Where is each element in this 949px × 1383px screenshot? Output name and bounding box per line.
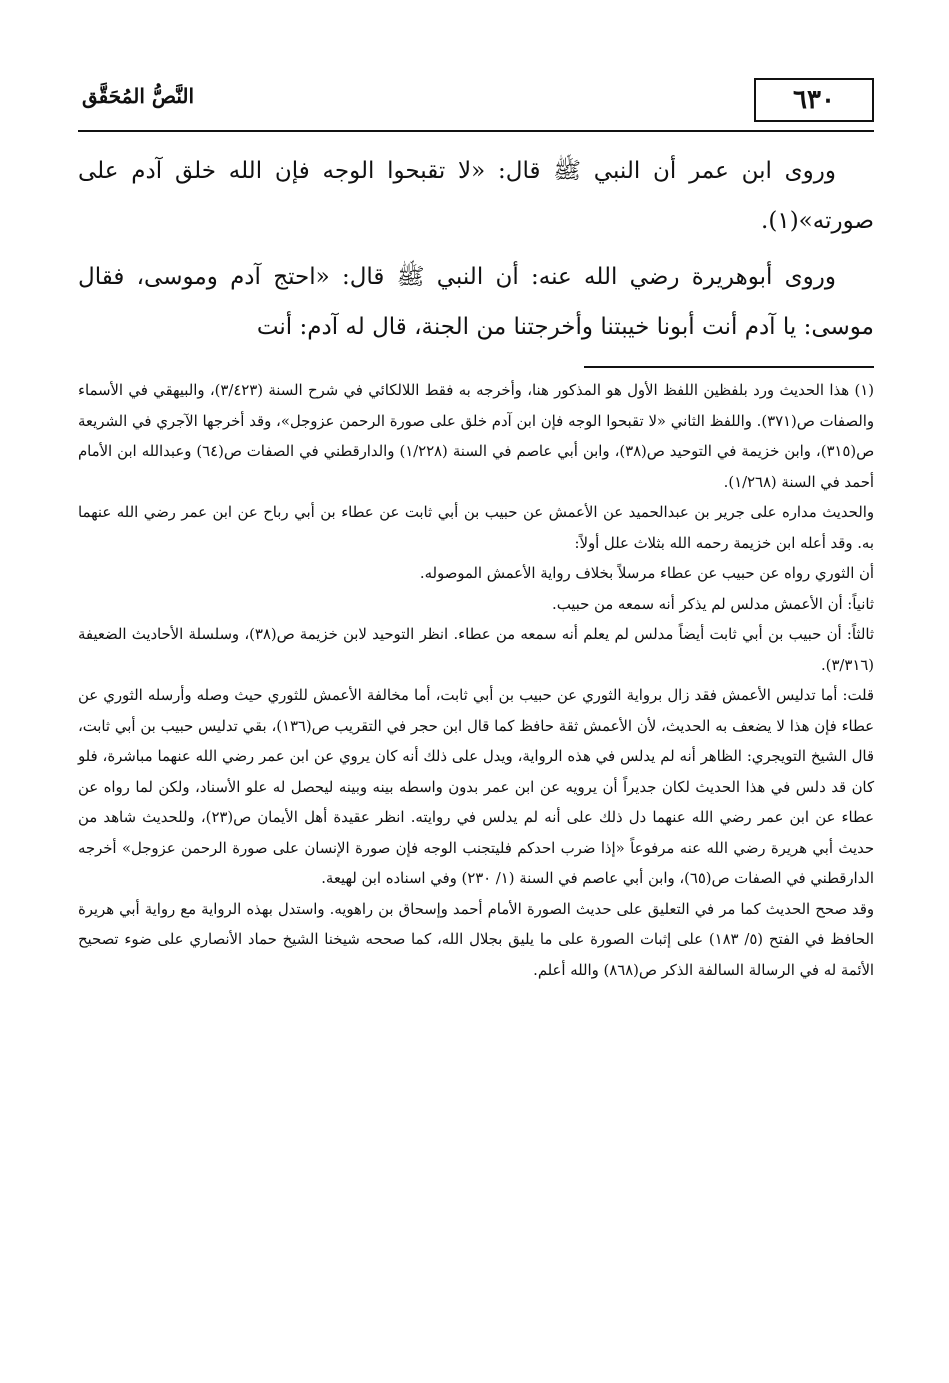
footnote-paragraph: ثانياً: أن الأعمش مدلس لم يذكر أنه سمعه من حبيب. [551, 595, 874, 613]
book-page [78, 72, 874, 986]
footnote-paragraph: قلت: أما تدليس الأعمش فقد زال برواية الثوري عن حبيب بن أبي ثابت، أما مخالفة الأعمش للثوري حيث وصله وأرسله الثوري عن عطاء فإن هذا لا يضعف به الحديث، لأن الأعمش ثقة حافظ كما قال ابن حجر في التقريب ص(١٣٦)، بقي تدليس حبيب بن أبي ثابت، قال الشيخ التويجري: الظاهر أنه لم يدلس في هذه الرواية، ويدل على ذلك أنه كان يروي عن ابن عمر رضي الله عنهما مباشرة، فلو كان قد دلس في هذا الحديث لكان جديراً أن يرويه عن ابن عمر بدون واسطه بينه وبينه ليحصل له علو الأسناد، ولكن لما رواه عن عطاء عن ابن عمر رضي الله عنهما دل ذلك على أنه لم يدلس في روايته. انظر عقيدة أهل الأيمان ص(٢٣)، وللحديث شاهد من حديث أبي هريرة رضي الله عنه مرفوعاً «إذا ضرب احدكم فليتجنب الوجه فإن صورة الإنسان على صورة الرحمن عزوجل» أخرجه الدارقطني في الصفات ص(٦٥)، وابن أبي عاصم في السنة (١/ ٢٣٠) وفي اسناده ابن لهيعة. [78, 687, 874, 887]
footnote-paragraph: وقد صحح الحديث كما مر في التعليق على حديث الصورة الأمام أحمد وإسحاق بن راهويه. واستدل بهذه الرواية مع رواية أبي هريرة الحافظ في الفتح (٥/ ١٨٣) على إثبات الصورة على ما يليق بجلال الله، كما صححه شيخنا الشيخ حماد الأنصاري على ضوء تصحيح الأئمة له في الرسالة السالفة الذكر ص(٨٦٨) والله أعلم. [78, 900, 874, 979]
page-header [78, 72, 874, 132]
footnotes [78, 376, 874, 986]
page-number: ٦٣٠ [754, 78, 874, 122]
main-paragraph: وروى أبوهريرة رضي الله عنه: أن النبي ﷺ قال: «احتج آدم وموسى، فقال موسى: يا آدم أنت أبونا خيبتنا وأخرجتنا من الجنة، قال له آدم: أنت [78, 264, 874, 340]
footnote-paragraph: والحديث مداره على جرير بن عبدالحميد عن الأعمش عن حبيب بن أبي ثابت عن عطاء بن أبي رباح عن ابن عمر رضي الله عنهما به. وقد أعله ابن خزيمة رحمه الله بثلاث علل أولاً: [78, 504, 874, 552]
footnote-divider [584, 366, 874, 368]
main-paragraph: وروى ابن عمر أن النبي ﷺ قال: «لا تقبحوا الوجه فإن الله خلق آدم على صورته»(١). [78, 158, 874, 234]
footnote-paragraph: ثالثاً: أن حبيب بن أبي ثابت أيضاً مدلس لم يعلم أنه سمعه من عطاء. انظر التوحيد لابن خزيمة ص(٣٨)، وسلسلة الأحاديث الضعيفة (٣/٣١٦). [78, 626, 874, 674]
footnote-paragraph: (١) هذا الحديث ورد بلفظين اللفظ الأول هو المذكور هنا، وأخرجه به فقط اللالكائي في شرح السنة (٣/٤٢٣)، والبيهقي في الأسماء والصفات ص(٣٧١). واللفظ الثاني «لا تقبحوا الوجه فإن ابن آدم خلق على صورة الرحمن عزوجل»، وقد أخرجها الآجري في الشريعة ص(٣١٥)، وابن خزيمة في التوحيد ص(٣٨)، وابن أبي عاصم في السنة (١/٢٢٨) والدارقطني في الصفات ص(٦٤) وعبدالله ابن الأمام أحمد في السنة (١/٢٦٨). [78, 382, 875, 491]
footnote-paragraph: أن الثوري رواه عن حبيب عن عطاء مرسلاً بخلاف رواية الأعمش الموصوله. [419, 565, 874, 582]
running-title: النَّصُّ المُحَقَّق [82, 84, 195, 108]
main-text [78, 146, 874, 352]
